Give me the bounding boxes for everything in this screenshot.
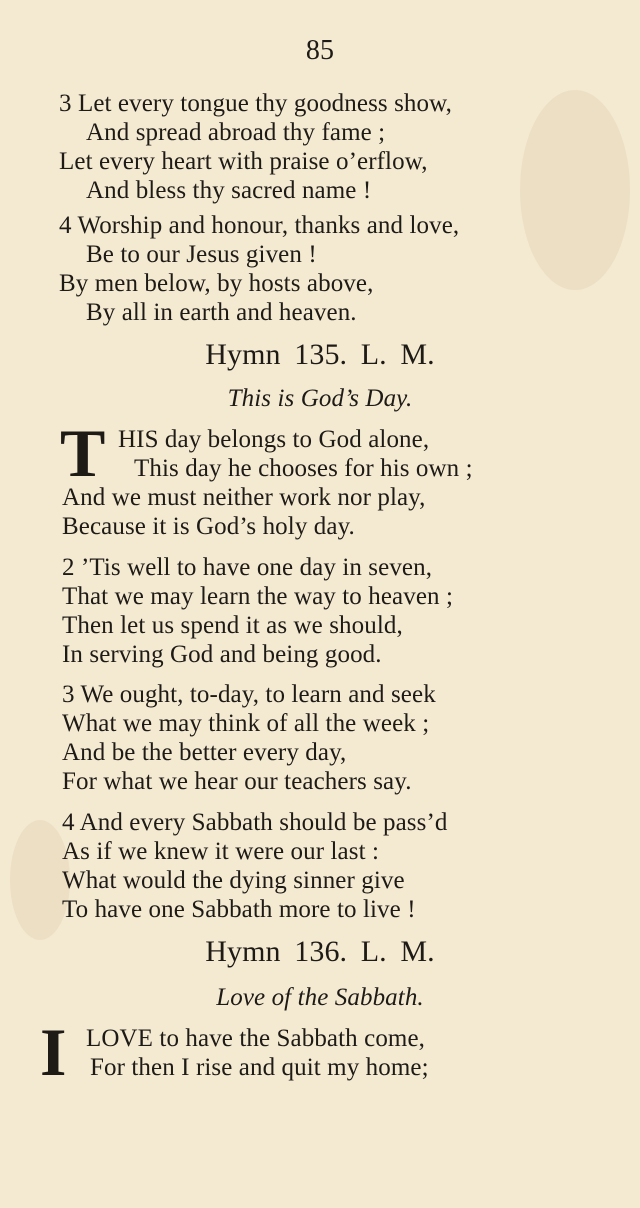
verse-line: 4 Worship and honour, thanks and love, bbox=[59, 212, 460, 239]
verse-line: LOVE to have the Sabbath come, bbox=[86, 1025, 426, 1052]
verse-line: For what we hear our teachers say. bbox=[62, 768, 412, 795]
verse-line: That we may learn the way to heaven ; bbox=[62, 583, 454, 610]
verse-line: As if we knew it were our last : bbox=[62, 838, 380, 865]
paper-stain bbox=[520, 90, 630, 290]
hymn136-heading: Hymn 136. L. M. bbox=[205, 935, 435, 968]
verse-line: And bless thy sacred name ! bbox=[86, 177, 372, 204]
verse-line: What would the dying sinner give bbox=[62, 867, 405, 894]
hymn135-subtitle: This is God’s Day. bbox=[227, 385, 413, 412]
verse-line: Be to our Jesus given ! bbox=[86, 241, 317, 268]
verse-line: What we may think of all the week ; bbox=[62, 710, 430, 737]
verse-line: Let every heart with praise o’erflow, bbox=[59, 148, 428, 175]
verse-line: For then I rise and quit my home; bbox=[90, 1054, 429, 1081]
hymn135-heading: Hymn 135. L. M. bbox=[205, 338, 435, 371]
verse-line: And spread abroad thy fame ; bbox=[86, 119, 386, 146]
verse-line: In serving God and being good. bbox=[62, 641, 382, 668]
verse-line: Then let us spend it as we should, bbox=[62, 612, 403, 639]
page-number: 85 bbox=[305, 35, 335, 66]
verse-line: 3 Let every tongue thy goodness show, bbox=[59, 90, 452, 117]
verse-line: And be the better every day, bbox=[62, 739, 347, 766]
paper-stain bbox=[10, 820, 70, 940]
verse-line: 4 And every Sabbath should be pass’d bbox=[62, 809, 448, 836]
verse-line: 3 We ought, to-day, to learn and seek bbox=[62, 681, 436, 708]
verse-line: HIS day belongs to God alone, bbox=[118, 426, 430, 453]
drop-cap: I bbox=[40, 1014, 67, 1090]
verse-line: By men below, by hosts above, bbox=[59, 270, 374, 297]
verse-line: To have one Sabbath more to live ! bbox=[62, 896, 416, 923]
drop-cap: T bbox=[60, 415, 106, 491]
verse-line: Because it is God’s holy day. bbox=[62, 513, 355, 540]
verse-line: This day he chooses for his own ; bbox=[134, 455, 473, 482]
verse-line: 2 ’Tis well to have one day in seven, bbox=[62, 554, 433, 581]
verse-line: And we must neither work nor play, bbox=[62, 484, 426, 511]
hymn136-subtitle: Love of the Sabbath. bbox=[216, 984, 424, 1011]
verse-line: By all in earth and heaven. bbox=[86, 299, 357, 326]
